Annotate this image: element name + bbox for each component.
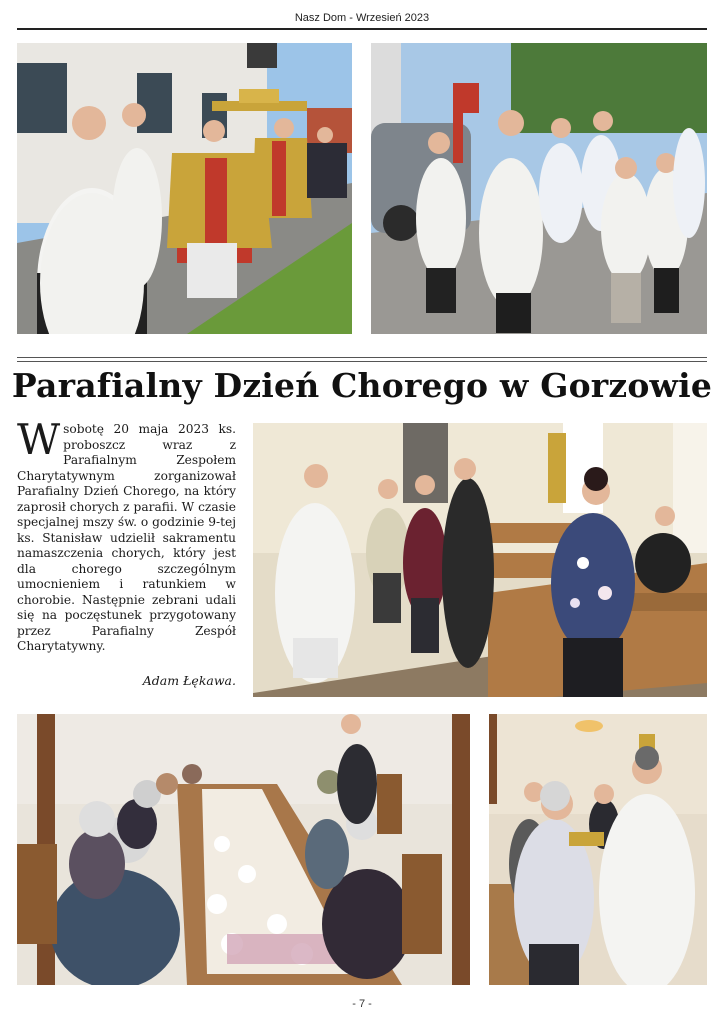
photo-church-anointing (253, 423, 707, 697)
article-author: Adam Łękawa. (142, 673, 236, 688)
photo-altar-servers (371, 43, 707, 334)
title-rule-top-second (17, 361, 707, 362)
article-title: Parafialny Dzień Chorego w Gorzowie (11, 366, 713, 405)
header-rule (17, 28, 707, 30)
photo-priest-parishioner (489, 714, 707, 985)
photo-procession-priests (17, 43, 352, 334)
photo-refreshments-table (17, 714, 470, 985)
page-number: - 7 - (352, 998, 372, 1010)
drop-cap: W (17, 415, 61, 464)
title-rule-top (17, 357, 707, 358)
article-body (17, 415, 236, 655)
article-text: sobotę 20 maja 2023 ks. proboszcz wraz z Parafialnym Zespołem Charytatywnym zorganizował Parafialny Dzień Chorego, na który zaprosił chorych z parafii. W czasie specjalnej mszy św. o godzinie 9-tej ks. Stanisław udzielił sakramentu namaszczenia chorych, który jest dla chorego szczególnym umocnieniem i ratunkiem w chorobie. Następnie zebrani udali się na poczęstunek przygotowany przez Parafialny Zespół Charytatywny. (17, 422, 236, 653)
page-header: Nasz Dom - Wrzesień 2023 (294, 12, 430, 24)
